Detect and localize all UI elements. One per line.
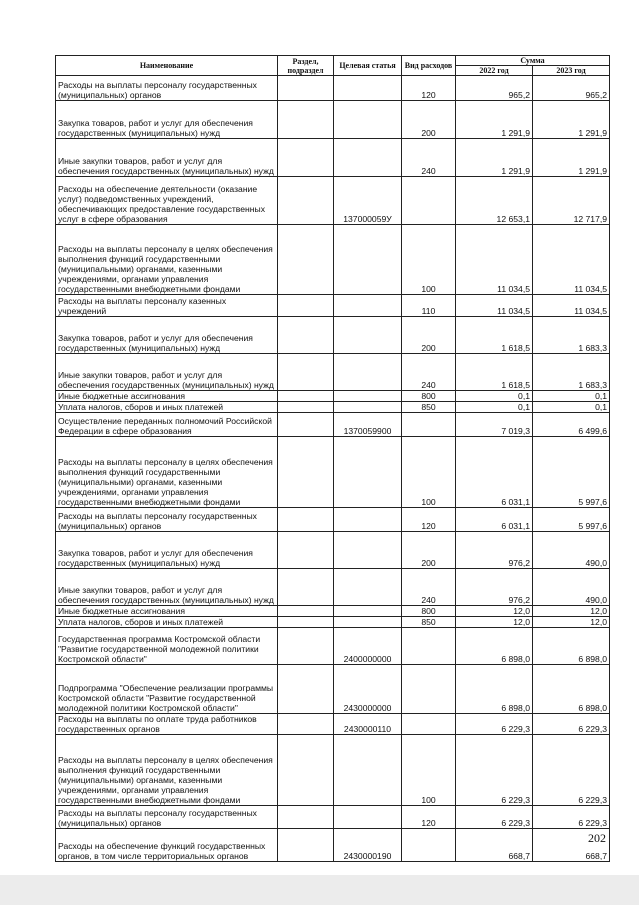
row-sum-2023-cell: 1 683,3 (533, 317, 610, 354)
table-row (56, 354, 610, 391)
row-sum-2023-cell: 6 898,0 (533, 665, 610, 714)
header-row (56, 56, 610, 66)
table-row (56, 508, 610, 532)
row-target-cell (334, 101, 402, 139)
row-sum-2022-cell: 6 898,0 (456, 665, 533, 714)
row-target-cell: 2430000190 (334, 829, 402, 862)
row-sum-2023-cell: 5 997,6 (533, 508, 610, 532)
table-row (56, 806, 610, 829)
header-name: Наименование (56, 56, 278, 76)
row-target-cell (334, 139, 402, 177)
row-sum-2023-cell: 5 997,6 (533, 437, 610, 508)
budget-table (55, 55, 610, 862)
row-target-cell (334, 735, 402, 806)
row-sum-2022-cell: 12 653,1 (456, 177, 533, 225)
header-target: Целевая статья (334, 56, 402, 76)
row-name-cell: Уплата налогов, сборов и иных платежей (56, 402, 278, 413)
row-target-cell (334, 317, 402, 354)
row-target-cell (334, 225, 402, 295)
row-name-cell: Расходы на выплаты персоналу в целях обеспечения выполнения функций государственными (муниципальными) органами, казенными учреждениями, органами управления государственными внебюджетными фондами (56, 225, 278, 295)
row-name-cell: Закупка товаров, работ и услуг для обеспечения государственных (муниципальных) нужд (56, 532, 278, 569)
row-type-cell (402, 829, 456, 862)
row-section-cell (278, 617, 334, 628)
row-target-cell: 2430000000 (334, 665, 402, 714)
row-name-cell: Государственная программа Костромской области "Развитие государственной молодежной политики Костромской области" (56, 628, 278, 665)
row-target-cell: 2430000110 (334, 714, 402, 735)
row-name-cell: Расходы на выплаты персоналу государственных (муниципальных) органов (56, 76, 278, 101)
row-name-cell: Расходы на выплаты персоналу в целях обеспечения выполнения функций государственными (муниципальными) органами, казенными учреждениями, органами управления государственными внебюджетными фондами (56, 437, 278, 508)
table-row (56, 532, 610, 569)
row-target-cell (334, 76, 402, 101)
row-type-cell: 200 (402, 317, 456, 354)
row-sum-2022-cell: 6 229,3 (456, 714, 533, 735)
row-section-cell (278, 402, 334, 413)
row-name-cell: Иные закупки товаров, работ и услуг для обеспечения государственных (муниципальных) нужд (56, 139, 278, 177)
row-sum-2022-cell: 12,0 (456, 606, 533, 617)
row-type-cell: 110 (402, 295, 456, 317)
row-section-cell (278, 225, 334, 295)
row-section-cell (278, 413, 334, 437)
row-target-cell (334, 508, 402, 532)
table-row (56, 437, 610, 508)
row-type-cell: 800 (402, 391, 456, 402)
row-name-cell: Подпрограмма "Обеспечение реализации программы Костромской области "Развитие государственной молодежной политики Костромской области" (56, 665, 278, 714)
row-section-cell (278, 76, 334, 101)
row-name-cell: Расходы на обеспечение функций государственных органов, в том числе территориальных органов (56, 829, 278, 862)
row-type-cell: 240 (402, 354, 456, 391)
table-row (56, 391, 610, 402)
row-section-cell (278, 735, 334, 806)
header-year-2022: 2022 год (456, 66, 533, 76)
row-sum-2023-cell: 11 034,5 (533, 295, 610, 317)
row-section-cell (278, 101, 334, 139)
page-bottom-edge (0, 875, 639, 905)
row-type-cell (402, 714, 456, 735)
row-sum-2022-cell: 1 618,5 (456, 354, 533, 391)
table-row (56, 225, 610, 295)
row-type-cell (402, 177, 456, 225)
row-name-cell: Уплата налогов, сборов и иных платежей (56, 617, 278, 628)
row-type-cell (402, 413, 456, 437)
row-sum-2022-cell: 965,2 (456, 76, 533, 101)
row-sum-2022-cell: 976,2 (456, 532, 533, 569)
row-target-cell (334, 617, 402, 628)
row-target-cell (334, 806, 402, 829)
row-sum-2023-cell: 6 499,6 (533, 413, 610, 437)
row-sum-2023-cell: 6 229,3 (533, 806, 610, 829)
row-sum-2022-cell: 1 618,5 (456, 317, 533, 354)
row-section-cell (278, 295, 334, 317)
row-sum-2023-cell: 6 229,3 (533, 714, 610, 735)
row-sum-2023-cell: 6 898,0 (533, 628, 610, 665)
row-name-cell: Расходы на выплаты персоналу государственных (муниципальных) органов (56, 508, 278, 532)
row-sum-2022-cell: 11 034,5 (456, 225, 533, 295)
row-type-cell: 100 (402, 735, 456, 806)
row-type-cell: 240 (402, 139, 456, 177)
page-number: 202 (588, 831, 606, 845)
table-row (56, 829, 610, 862)
row-sum-2023-cell: 965,2 (533, 76, 610, 101)
row-sum-2023-cell: 490,0 (533, 532, 610, 569)
row-section-cell (278, 508, 334, 532)
row-sum-2022-cell: 1 291,9 (456, 139, 533, 177)
row-sum-2022-cell: 6 031,1 (456, 508, 533, 532)
row-target-cell: 1370059900 (334, 413, 402, 437)
table-row (56, 101, 610, 139)
row-type-cell (402, 628, 456, 665)
row-name-cell: Расходы на выплаты по оплате труда работников государственных органов (56, 714, 278, 735)
row-target-cell (334, 606, 402, 617)
row-type-cell: 200 (402, 532, 456, 569)
table-row (56, 569, 610, 606)
table-row (56, 317, 610, 354)
row-section-cell (278, 391, 334, 402)
row-sum-2022-cell: 0,1 (456, 391, 533, 402)
row-section-cell (278, 532, 334, 569)
row-sum-2023-cell: 668,7 (533, 829, 610, 862)
row-section-cell (278, 354, 334, 391)
table-row (56, 139, 610, 177)
row-target-cell (334, 402, 402, 413)
row-sum-2022-cell: 6 898,0 (456, 628, 533, 665)
row-name-cell: Иные закупки товаров, работ и услуг для обеспечения государственных (муниципальных) нужд (56, 569, 278, 606)
table-row (56, 76, 610, 101)
table-row (56, 735, 610, 806)
row-sum-2022-cell: 668,7 (456, 829, 533, 862)
row-sum-2022-cell: 11 034,5 (456, 295, 533, 317)
row-target-cell (334, 569, 402, 606)
row-sum-2022-cell: 6 229,3 (456, 735, 533, 806)
row-sum-2023-cell: 490,0 (533, 569, 610, 606)
table-row (56, 295, 610, 317)
header-sum: Сумма (456, 56, 610, 66)
row-sum-2023-cell: 6 229,3 (533, 735, 610, 806)
row-type-cell: 850 (402, 617, 456, 628)
row-name-cell: Расходы на выплаты персоналу в целях обеспечения выполнения функций государственными (муниципальными) органами, казенными учреждениями, органами управления государственными внебюджетными фондами (56, 735, 278, 806)
table-row (56, 628, 610, 665)
row-name-cell: Осуществление переданных полномочий Российской Федерации в сфере образования (56, 413, 278, 437)
row-sum-2023-cell: 12,0 (533, 617, 610, 628)
row-section-cell (278, 806, 334, 829)
row-sum-2023-cell: 12 717,9 (533, 177, 610, 225)
row-section-cell (278, 437, 334, 508)
row-target-cell (334, 532, 402, 569)
row-type-cell: 800 (402, 606, 456, 617)
row-target-cell: 137000059У (334, 177, 402, 225)
header-year-2023: 2023 год (533, 66, 610, 76)
table-row (56, 714, 610, 735)
row-sum-2022-cell: 6 229,3 (456, 806, 533, 829)
table-row (56, 617, 610, 628)
row-sum-2022-cell: 6 031,1 (456, 437, 533, 508)
row-name-cell: Закупка товаров, работ и услуг для обеспечения государственных (муниципальных) нужд (56, 101, 278, 139)
row-sum-2023-cell: 1 291,9 (533, 101, 610, 139)
row-sum-2023-cell: 1 291,9 (533, 139, 610, 177)
row-sum-2023-cell: 12,0 (533, 606, 610, 617)
row-target-cell (334, 437, 402, 508)
row-target-cell (334, 391, 402, 402)
row-sum-2023-cell: 11 034,5 (533, 225, 610, 295)
row-type-cell: 120 (402, 806, 456, 829)
row-section-cell (278, 606, 334, 617)
row-type-cell: 120 (402, 76, 456, 101)
row-name-cell: Расходы на обеспечение деятельности (оказание услуг) подведомственных учреждений, обеспечивающих предоставление государственных услуг в сфере образования (56, 177, 278, 225)
header-section: Раздел, подраздел (278, 56, 334, 76)
row-name-cell: Расходы на выплаты персоналу казенных учреждений (56, 295, 278, 317)
table-row (56, 413, 610, 437)
row-target-cell (334, 295, 402, 317)
row-sum-2022-cell: 0,1 (456, 402, 533, 413)
row-sum-2023-cell: 0,1 (533, 402, 610, 413)
row-target-cell: 2400000000 (334, 628, 402, 665)
table-row (56, 665, 610, 714)
row-section-cell (278, 628, 334, 665)
row-section-cell (278, 317, 334, 354)
row-type-cell (402, 665, 456, 714)
row-name-cell: Расходы на выплаты персоналу государственных (муниципальных) органов (56, 806, 278, 829)
row-name-cell: Иные закупки товаров, работ и услуг для обеспечения государственных (муниципальных) нужд (56, 354, 278, 391)
table-row (56, 402, 610, 413)
table-row (56, 177, 610, 225)
row-name-cell: Закупка товаров, работ и услуг для обеспечения государственных (муниципальных) нужд (56, 317, 278, 354)
row-sum-2022-cell: 12,0 (456, 617, 533, 628)
row-type-cell: 100 (402, 225, 456, 295)
row-section-cell (278, 139, 334, 177)
row-name-cell: Иные бюджетные ассигнования (56, 606, 278, 617)
row-section-cell (278, 569, 334, 606)
row-section-cell (278, 714, 334, 735)
row-section-cell (278, 665, 334, 714)
row-type-cell: 850 (402, 402, 456, 413)
row-name-cell: Иные бюджетные ассигнования (56, 391, 278, 402)
row-type-cell: 100 (402, 437, 456, 508)
row-type-cell: 120 (402, 508, 456, 532)
row-section-cell (278, 829, 334, 862)
row-sum-2022-cell: 976,2 (456, 569, 533, 606)
row-type-cell: 200 (402, 101, 456, 139)
header-type: Вид расходов (402, 56, 456, 76)
row-section-cell (278, 177, 334, 225)
row-sum-2023-cell: 1 683,3 (533, 354, 610, 391)
row-sum-2023-cell: 0,1 (533, 391, 610, 402)
row-sum-2022-cell: 7 019,3 (456, 413, 533, 437)
row-type-cell: 240 (402, 569, 456, 606)
row-target-cell (334, 354, 402, 391)
table-row (56, 606, 610, 617)
row-sum-2022-cell: 1 291,9 (456, 101, 533, 139)
